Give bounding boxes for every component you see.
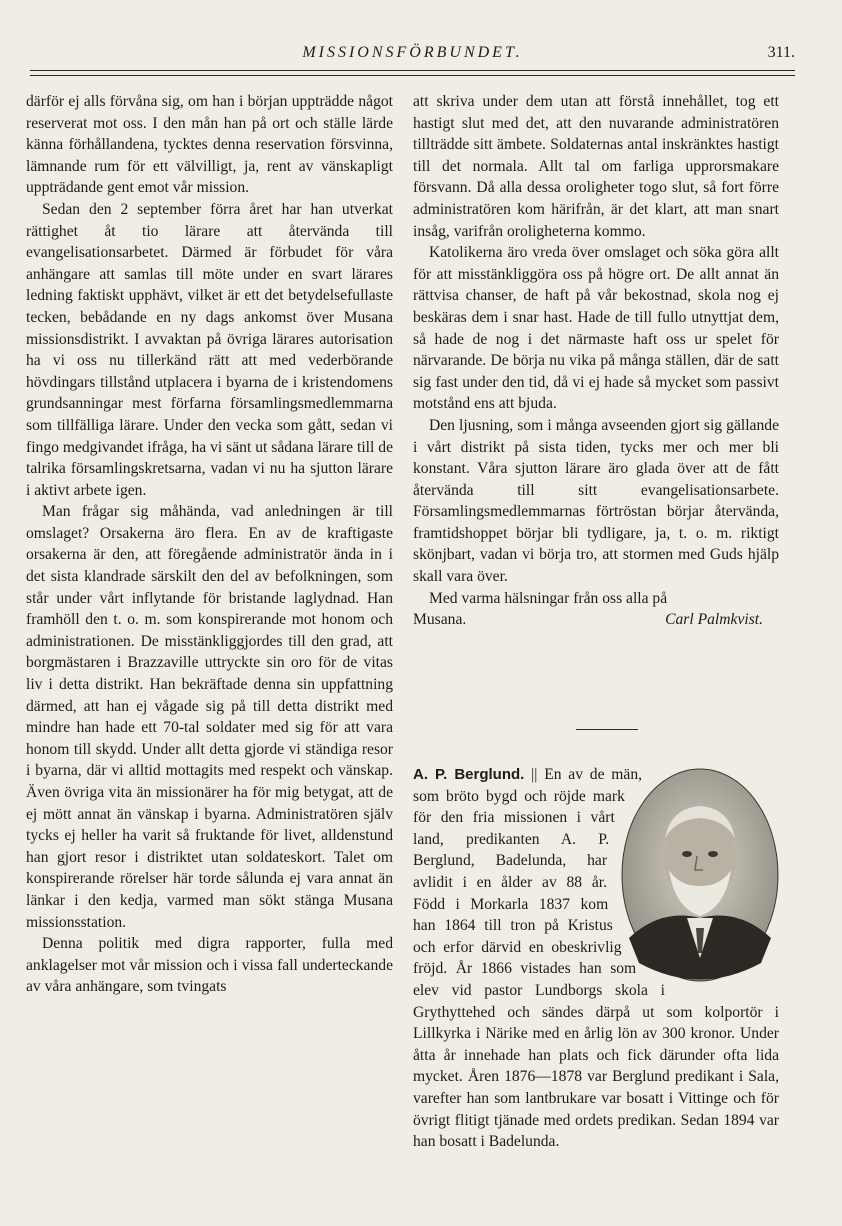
paragraph: därför ej alls förvåna sig, om han i början uppträdde något reserverat mot oss. I den mån han på ort och ställe lärde känna förhållandena, tycktes denna reservation försvinna, lämnande rum för ett välvilligt, ja, rent av vänskapligt uppträdande gent emot vår mission. <box>26 93 393 197</box>
paragraph: Den ljusning, som i många avseenden gjort sig gällande i vårt distrikt på sista tiden, tycks mer och mer bli konstant. Våra sjutton lärare äro glada över att de fått återvända till sitt evangelisationsarbete. Församlingsmedlemmarnas förtröstan börjar återvända, framtidshoppet börjar bli tydligare, ja, t. o. m. riktigt skönjbart, vadan vi börja tro, att stormen med Guds hjälp skall vara över. <box>413 416 779 586</box>
paragraph: att skriva under dem utan att förstå innehållet, tog ett hastigt slut med det, att den nuvarande administratören tillträdde sitt ämbete. Soldaternas antal inskränktes hastigt till det normala. Allt tal om farliga upprorsmakare försvann. Då alla dessa oroligheter togo slut, så fort förre administratören kom härifrån, är det klart, att man snart insåg, varifrån oroligheterna kommo. <box>413 93 779 240</box>
right-column <box>413 91 779 631</box>
paragraph: Med varma hälsningar från oss alla på <box>429 589 668 607</box>
letter-signature <box>413 609 779 631</box>
portrait-photo <box>621 768 779 982</box>
section-divider <box>576 729 638 730</box>
paragraph: Katolikerna äro vreda över omslaget och söka göra allt för att misstänkliggöra oss på högre ort. De allt annat än rättvisa chanser, de haft på vår bekostnad, skola nog ej beskäras dem i snar hast. Hade de till fullo utnyttjat dem, så hade de nog i det närmaste haft oss ur spelet för närvarande. De börja nu vika på många ställen, där de satt sig fast under den tid, då vi ej hade så mycket som passivt motstånd ens att bjuda. <box>413 244 779 413</box>
obituary-name: A. P. Berglund. <box>413 766 525 783</box>
paragraph: Man frågar sig måhända, vad anledningen är till omslaget? Orsakerna äro flera. En av de kraftigaste orsakerna är den, att föregående administratör ända in i det sista klandrade särskilt den del av befolkningen, som står under vårt inflytande för bristande laglydnad. Han framhöll den t. o. m. som konspirerande mot honom och administrationen. De misstänkliggjordes till den grad, att borgmästaren i Brazzaville uttryckte sin oro för de vitas liv i detta distrikt. Han bekräftade denna sin uppfattning därmed, att han ej vågade sig på till detta distrikt med mindre han hade ett 70-tal soldater med sig för att vara honom till skydd. Under allt detta gjorde vi ständiga resor i byarna, där vi alltid mottagits med respekt och vänskap. Även övriga vita än missionärer ha för mig betygat, att de ej mött annat än vänskap i byarna. Administratören själv tycks ej heller ha varit så fruktande för livet, alldenstund han gjort resor i distriktet utan soldateskort. Talet om konspirerande rörelser här torde sålunda ej vara annat än länkar i den kedja, varmed man sökt stänga Musana missionsstation. <box>26 503 393 931</box>
obituary <box>413 764 779 1153</box>
obituary-separator: || <box>531 766 538 783</box>
header-rule-bottom <box>30 75 795 76</box>
journal-title: MISSIONSFÖRBUNDET. <box>302 44 523 61</box>
page-header <box>30 44 795 68</box>
paragraph: Denna politik med digra rapporter, fulla med anklagelser mot vår mission och i vissa fall underteckande av våra anhängare, som tvingats <box>26 935 393 996</box>
header-rule-top <box>30 70 795 71</box>
obituary-body: En av de män, som bröto bygd och röjde mark för den fria missionen i vårt land, predikanten A. P. Berglund, Badelunda, har avlidit i en ålder av 88 år. Född i Morkarla 1837 kom han 1864 till tron på Kristus och erfor därvid en obeskrivlig fröjd. År 1866 vistades han som elev vid pastor Lundborgs skola i Grythyttehed och sändes därpå ut som kolportör i Lillkyrka i Närike med en årlig lön av 300 kronor. Under åtta år innehade han plats och fick därunder ofta lida mycket. Åren 1876—1878 var Berglund predikant i Sala, varefter han som lantbrukare var bosatt i Vittinge och för övrigt flitigt tjänade med ordets predikan. Sedan 1894 var han bosatt i Badelunda. <box>413 766 779 1151</box>
signature-place: Musana. <box>413 611 467 629</box>
paragraph: Sedan den 2 september förra året har han utverkat rättighet åt tio lärare att återvända till evangelisationsarbetet. Därmed är förbudet för våra anhängare att samlas till möte under en svart lärares ledning faktiskt upphävt, vilket är ett det betydelsefullaste tecken, bebådande en ny dags ankomst över Musana missionsdistrikt. I avvaktan på övriga lärares autorisation ha vi oss nu tillerkänd rätt att med vederbörande hövdingars tillstånd utplacera i byarna de i kristendomens grundsanningar mest förfarna församlingsmedlemmarna som tillfälliga lärare. Under den vecka som gått, sedan vi fingo medgivandet ifråga, ha vi sänt ut sådana lärare till de talrika församlingskretsarna, vadan vi nu ha sjutton lärare i aktivt arbete igen. <box>26 200 393 499</box>
page-number: 311. <box>767 44 795 61</box>
left-column <box>26 91 393 998</box>
signature-name: Carl Palmkvist. <box>665 611 763 629</box>
